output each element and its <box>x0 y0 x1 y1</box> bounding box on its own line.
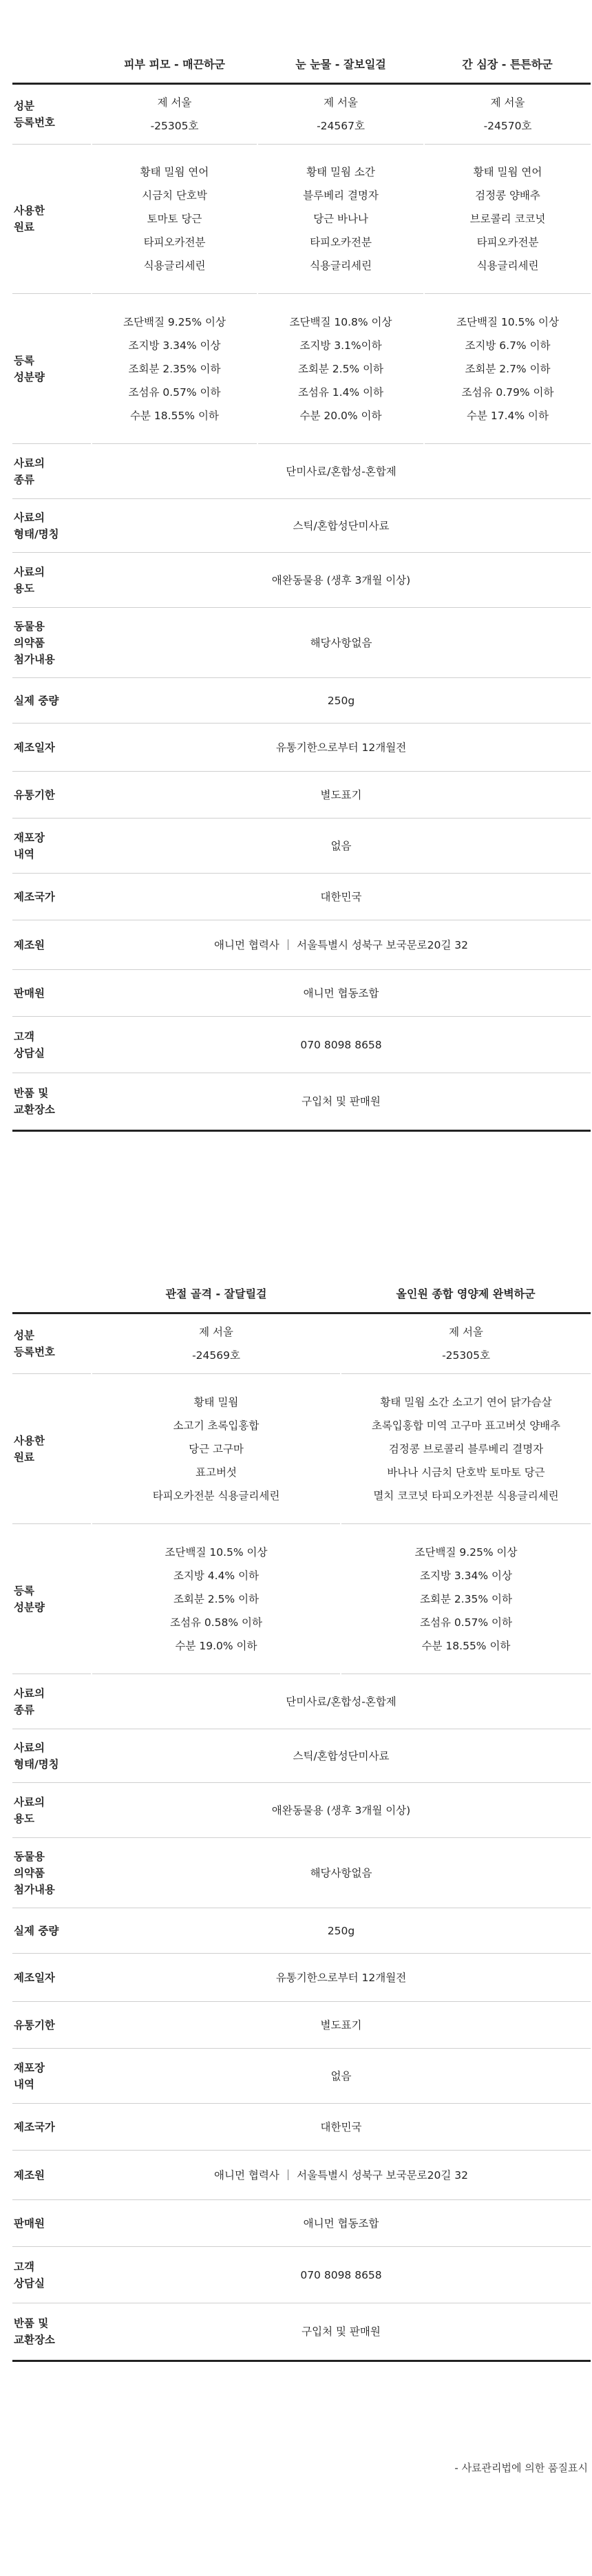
table-row <box>12 553 591 608</box>
row-value: 스틱/혼합성단미사료 <box>92 1729 591 1783</box>
row-label: 제조원 <box>12 2151 92 2200</box>
table-row <box>12 1908 591 1954</box>
table-row <box>12 2247 591 2303</box>
row-label: 성분 등록번호 <box>12 84 92 145</box>
column-header: 관절 골격 - 잘달릴걸 <box>92 1274 341 1313</box>
row-value: 제 서울 -24569호 <box>92 1313 341 1374</box>
table-row <box>12 724 591 772</box>
row-label: 반품 및 교환장소 <box>12 2303 92 2361</box>
row-label: 제조국가 <box>12 874 92 920</box>
row-label: 재포장 내역 <box>12 819 92 874</box>
table-row <box>12 2151 591 2200</box>
row-label: 판매원 <box>12 2200 92 2247</box>
row-label: 사용한 원료 <box>12 1374 92 1524</box>
row-value: 황태 밀웜 소간 소고기 연어 닭가슴살 초록입홍합 미역 고구마 표고버섯 양배추 검정콩 브로콜리 블루베리 결명자 바나나 시금치 단호박 토마토 당근 멸치 코코넛 타피오카전분 식용글리세린 <box>341 1374 591 1524</box>
table-row <box>12 920 591 970</box>
row-label: 유통기한 <box>12 2002 92 2049</box>
row-value: 조단백질 9.25% 이상 조지방 3.34% 이상 조회분 2.35% 이하 조섬유 0.57% 이하 수분 18.55% 이하 <box>341 1524 591 1674</box>
row-value: 제 서울 -24567호 <box>257 84 424 145</box>
row-label: 제조일자 <box>12 724 92 772</box>
row-value: 애니먼 협동조합 <box>92 970 591 1017</box>
row-label: 고객 상담실 <box>12 1017 92 1073</box>
row-value: 유통기한으로부터 12개월전 <box>92 1954 591 2002</box>
table-row <box>12 1017 591 1073</box>
column-header: 눈 눈물 - 잘보일걸 <box>257 44 424 84</box>
column-header-row <box>12 44 591 84</box>
table-row <box>12 608 591 678</box>
spec-table-1 <box>12 44 591 1132</box>
row-value: 조단백질 10.8% 이상 조지방 3.1%이하 조회분 2.5% 이하 조섬유 1.4% 이하 수분 20.0% 이하 <box>257 294 424 444</box>
column-header-row <box>12 1274 591 1313</box>
row-value: 애니먼 협력사 ｜ 서울특별시 성북구 보국문로20길 32 <box>92 2151 591 2200</box>
table-row <box>12 1954 591 2002</box>
row-value: 없음 <box>92 819 591 874</box>
table-row <box>12 2049 591 2104</box>
table-row <box>12 444 591 499</box>
row-value: 스틱/혼합성단미사료 <box>92 499 591 553</box>
row-label: 실제 중량 <box>12 1908 92 1954</box>
row-value: 조단백질 10.5% 이상 조지방 4.4% 이하 조회분 2.5% 이하 조섬유 0.58% 이하 수분 19.0% 이하 <box>92 1524 341 1674</box>
row-value: 애니먼 협력사 ｜ 서울특별시 성북구 보국문로20길 32 <box>92 920 591 970</box>
row-label: 제조원 <box>12 920 92 970</box>
row-label: 반품 및 교환장소 <box>12 1073 92 1131</box>
row-value: 황태 밀웜 소고기 초록입홍합 당근 고구마 표고버섯 타피오카전분 식용글리세린 <box>92 1374 341 1524</box>
table-row <box>12 874 591 920</box>
row-label: 제조국가 <box>12 2104 92 2151</box>
column-header: 간 심장 - 튼튼하군 <box>424 44 591 84</box>
row-label: 고객 상담실 <box>12 2247 92 2303</box>
table-row <box>12 2200 591 2247</box>
row-label: 판매원 <box>12 970 92 1017</box>
row-label: 유통기한 <box>12 772 92 819</box>
table-row <box>12 1374 591 1524</box>
table-row <box>12 1674 591 1729</box>
row-value: 070 8098 8658 <box>92 1017 591 1073</box>
row-value: 250g <box>92 678 591 724</box>
table-row <box>12 2303 591 2361</box>
row-label: 사료의 종류 <box>12 1674 92 1729</box>
table-row <box>12 1524 591 1674</box>
row-label: 사료의 형태/명칭 <box>12 1729 92 1783</box>
row-label: 사료의 종류 <box>12 444 92 499</box>
row-value: 애니먼 협동조합 <box>92 2200 591 2247</box>
row-value: 애완동물용 (생후 3개월 이상) <box>92 553 591 608</box>
row-label: 동물용 의약품 첨가내용 <box>12 1838 92 1908</box>
table-row <box>12 1073 591 1131</box>
row-value: 대한민국 <box>92 2104 591 2151</box>
row-value: 단미사료/혼합성-혼합제 <box>92 1674 591 1729</box>
row-label: 사료의 용도 <box>12 553 92 608</box>
spec-table-2 <box>12 1274 591 2362</box>
quality-label-footnote: - 사료관리법에 의한 품질표시 <box>454 2462 588 2474</box>
row-label: 사용한 원료 <box>12 145 92 294</box>
table-row <box>12 1838 591 1908</box>
table-row <box>12 772 591 819</box>
row-value: 없음 <box>92 2049 591 2104</box>
row-value: 별도표기 <box>92 2002 591 2049</box>
table-row <box>12 970 591 1017</box>
row-value: 제 서울 -24570호 <box>424 84 591 145</box>
row-value: 070 8098 8658 <box>92 2247 591 2303</box>
table-row <box>12 678 591 724</box>
table-row <box>12 1729 591 1783</box>
row-value: 제 서울 -25305호 <box>92 84 257 145</box>
row-value: 애완동물용 (생후 3개월 이상) <box>92 1783 591 1838</box>
table-row <box>12 84 591 145</box>
row-value: 황태 밀웜 연어 시금치 단호박 토마토 당근 타피오카전분 식용글리세린 <box>92 145 257 294</box>
row-value: 해당사항없음 <box>92 1838 591 1908</box>
table-row <box>12 499 591 553</box>
row-value: 황태 밀웜 소간 블루베리 결명자 당근 바나나 타피오카전분 식용글리세린 <box>257 145 424 294</box>
column-header: 올인원 종합 영양제 완벽하군 <box>341 1274 591 1313</box>
table-row <box>12 1313 591 1374</box>
row-value: 별도표기 <box>92 772 591 819</box>
row-value: 구입처 및 판매원 <box>92 1073 591 1131</box>
row-value: 제 서울 -25305호 <box>341 1313 591 1374</box>
row-label: 실제 중량 <box>12 678 92 724</box>
row-value: 조단백질 9.25% 이상 조지방 3.34% 이상 조회분 2.35% 이하 조섬유 0.57% 이하 수분 18.55% 이하 <box>92 294 257 444</box>
row-label: 사료의 용도 <box>12 1783 92 1838</box>
column-header: 피부 피모 - 매끈하군 <box>92 44 257 84</box>
header-corner <box>12 44 92 84</box>
row-label: 동물용 의약품 첨가내용 <box>12 608 92 678</box>
row-label: 등록 성분량 <box>12 1524 92 1674</box>
table-row <box>12 2104 591 2151</box>
row-value: 대한민국 <box>92 874 591 920</box>
row-label: 제조일자 <box>12 1954 92 2002</box>
row-value: 250g <box>92 1908 591 1954</box>
header-corner <box>12 1274 92 1313</box>
row-label: 성분 등록번호 <box>12 1313 92 1374</box>
table-row <box>12 2002 591 2049</box>
row-value: 해당사항없음 <box>92 608 591 678</box>
table-row <box>12 294 591 444</box>
table-row <box>12 819 591 874</box>
row-label: 사료의 형태/명칭 <box>12 499 92 553</box>
row-value: 구입처 및 판매원 <box>92 2303 591 2361</box>
row-value: 황태 밀웜 연어 검정콩 양배추 브로콜리 코코넛 타피오카전분 식용글리세린 <box>424 145 591 294</box>
table-row <box>12 1783 591 1838</box>
row-label: 재포장 내역 <box>12 2049 92 2104</box>
row-value: 단미사료/혼합성-혼합제 <box>92 444 591 499</box>
table-row <box>12 145 591 294</box>
row-value: 유통기한으로부터 12개월전 <box>92 724 591 772</box>
row-label: 등록 성분량 <box>12 294 92 444</box>
row-value: 조단백질 10.5% 이상 조지방 6.7% 이하 조회분 2.7% 이하 조섬유 0.79% 이하 수분 17.4% 이하 <box>424 294 591 444</box>
